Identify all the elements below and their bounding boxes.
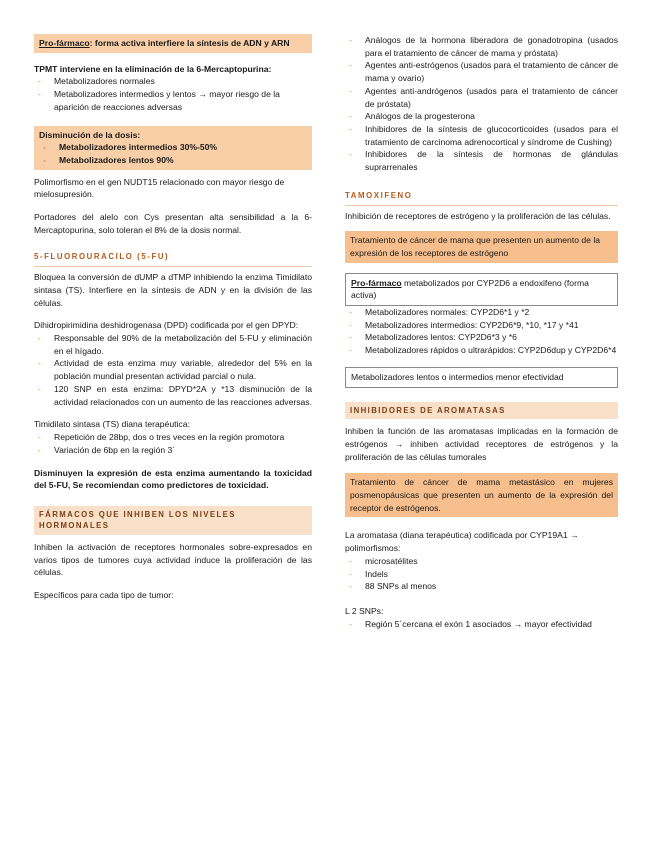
list-item: - Indels: [345, 568, 618, 581]
list-item: - 88 SNPs al menos: [345, 580, 618, 593]
list-item: - Metabolizadores normales: CYP2D6*1 y *2: [345, 306, 618, 319]
tpmt-list: [34, 75, 312, 113]
cys-text: Portadores del alelo con Cys presentan alta sensibilidad a la 6-Mercaptopurina, solo toleran el 8% de la dosis normal.: [34, 212, 312, 235]
effectiveness-box: Metabolizadores lentos o intermedios menor efectividad: [345, 367, 618, 388]
list-item: - Agentes anti-andrógenos (usados para el tratamiento de cáncer de próstata): [345, 85, 618, 110]
left-column: [34, 34, 312, 602]
heading-rule: [34, 266, 312, 267]
dose-list: [39, 141, 307, 166]
specific-text: Específicos para cada tipo de tumor:: [34, 590, 174, 601]
prodrug-label: Pro-fármaco: [351, 277, 402, 288]
section-heading-5fu: 5-FLUOROURACILO (5-FU): [34, 251, 170, 261]
tamox-heading-wrap: [345, 188, 618, 207]
cyp19-list: [345, 555, 618, 593]
list-item: - Metabolizadores intermedios: CYP2D6*9, *10, *17 y *41: [345, 319, 618, 332]
heading-rule: [345, 205, 618, 206]
list-item: - Metabolizadores lentos 90%: [39, 154, 307, 167]
cyp-list: [345, 306, 618, 357]
snps-label: L 2 SNPs:: [345, 606, 384, 617]
list-item: - Inhibidores de la síntesis de hormonas de glándulas suprarrenales: [345, 148, 618, 173]
list-item: - Agentes anti-estrógenos (usados para el tratamiento de cáncer de mama y ovario): [345, 59, 618, 84]
tamox-box: Tratamiento de cáncer de mama que presenten un aumento de la expresión de los receptores de estrógeno: [345, 231, 618, 262]
list-item: - microsatélites: [345, 555, 618, 568]
dpd-list: [34, 332, 312, 408]
list-item: - Inhibidores de la síntesis de glucocorticoides (usados para el tratamiento de carcinoma adrenocortical y síndrome de Cushing): [345, 123, 618, 148]
prodrug-text: metabolizados por CYP2D6 a endoxifeno (forma activa): [351, 277, 589, 301]
list-item: - Variación de 6bp en la región 3´: [34, 444, 312, 457]
list-item: - Metabolizadores intermedios y lentos → mayor riesgo de la aparición de reacciones adversas: [34, 88, 312, 113]
fu-heading-wrap: [34, 249, 312, 268]
section-heading-aromatasas: INHIBIDORES DE AROMATASAS: [345, 402, 618, 420]
section-heading-hormonal: FÁRMACOS QUE INHIBEN LOS NIVELES HORMONALES: [34, 506, 312, 535]
nudt15-text: Polimorfismo en el gen NUDT15 relacionado con mayor riesgo de mielosupresión.: [34, 176, 285, 200]
ts-list: [34, 431, 312, 456]
prodrug-label: Pro-fármaco: [39, 38, 90, 48]
dpd-intro: Dihidropirimidina deshidrogenasa (DPD) codificada por el gen DPYD:: [34, 320, 299, 331]
list-item: - Repetición de 28bp, dos o tres veces en la región promotora: [34, 431, 312, 444]
tamox-prodrug-box: [345, 273, 618, 306]
fu-text: Bloquea la conversión de dUMP a dTMP inhibiendo la enzima Timidilato sintasa (TS). Interfiere en la síntesis de ADN y en la división de las células.: [34, 272, 312, 308]
list-item: - Actividad de esta enzima muy variable, alrededor del 5% en la población mundial presentan actividad parcial o nula.: [34, 357, 312, 382]
prodrug-box: [34, 34, 312, 53]
list-item: - Análogos de la hormona liberadora de gonadotropina (usados para el tratamiento de cáncer de mama y próstata): [345, 34, 618, 59]
tpmt-intro: TPMT interviene en la eliminación de la 6-Mercaptopurina:: [34, 63, 272, 74]
list-item: - Metabolizadores normales: [34, 75, 312, 88]
ts-conclusion: Disminuyen la expresión de esta enzima aumentando la toxicidad del 5-FU, Se recomiendan como predictores de toxicidad.: [34, 467, 312, 491]
prodrug-text: : forma activa interfiere la síntesis de ADN y ARN: [89, 38, 290, 48]
ts-intro: Timidilato sintasa (TS) diana terapéutica:: [34, 419, 190, 430]
section-heading-tamoxifeno: TAMOXIFENO: [345, 190, 413, 200]
list-item: - Metabolizadores intermedios 30%-50%: [39, 141, 307, 154]
list-item: - Región 5´cercana el exón 1 asociados → mayor efectividad: [345, 618, 618, 631]
dose-title: Disminución de la dosis:: [39, 129, 141, 140]
list-item: - Metabolizadores lentos: CYP2D6*3 y *6: [345, 331, 618, 344]
dose-box: [34, 126, 312, 170]
list-item: - Análogos de la progesterona: [345, 110, 618, 123]
arom-box: Tratamiento de cáncer de mama metastásico en mujeres posmenopáusicas que presenten un aumento de la expresión del receptor de estrógenos.: [345, 473, 618, 517]
tamox-text: Inhibición de receptores de estrógeno y la proliferación de las células.: [345, 211, 611, 222]
list-item: - Responsable del 90% de la metabolización del 5-FU y eliminación en el hígado.: [34, 332, 312, 357]
hormone-list: [345, 34, 618, 174]
arom-text: Inhiben la función de las aromatasas implicadas en la formación de estrógenos → inhiben actividad receptores de estrógenos y la proliferación de las células tumorales: [345, 426, 618, 462]
cyp19-text: La aromatasa (diana terapéutica) codificada por CYP19A1 → polimorfismos:: [345, 530, 579, 554]
list-item: - Metabolizadores rápidos o ultrarápidos: CYP2D6dup y CYP2D6*4: [345, 344, 618, 357]
hormonal-text: Inhiben la activación de receptores hormonales sobre-expresados en varios tipos de tumores cuya actividad induce la proliferación de las células.: [34, 542, 312, 578]
snps-list: [345, 618, 618, 631]
list-item: - 120 SNP en esta enzima: DPYD*2A y *13 disminución de la actividad relacionados con un aumento de las reacciones adversas.: [34, 383, 312, 408]
right-column: [345, 34, 618, 631]
